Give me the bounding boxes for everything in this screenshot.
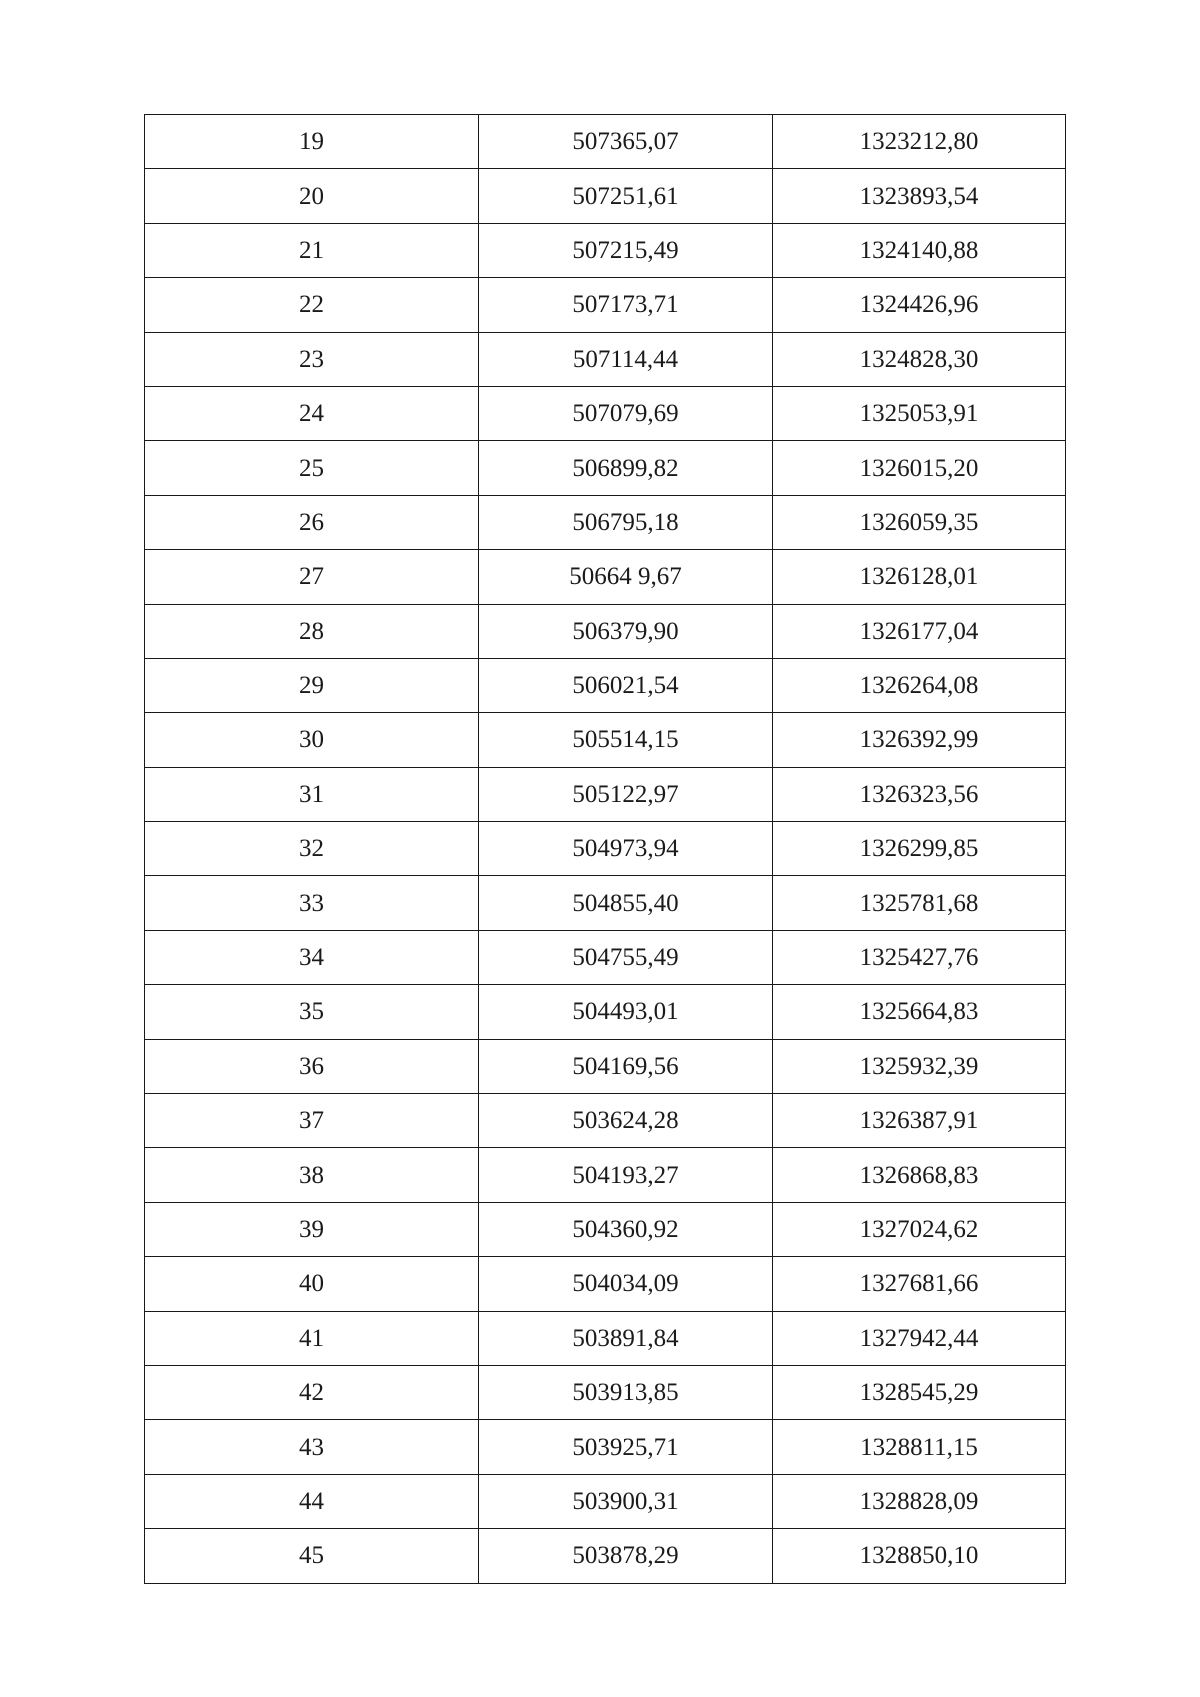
y-coordinate-cell: 1324828,30	[773, 332, 1066, 386]
point-number-cell: 42	[145, 1365, 479, 1419]
point-number-cell: 22	[145, 278, 479, 332]
table-row	[145, 550, 1066, 604]
table-row	[145, 1202, 1066, 1256]
table-row	[145, 1365, 1066, 1419]
x-coordinate-cell: 504855,40	[479, 876, 773, 930]
point-number-cell: 40	[145, 1257, 479, 1311]
table-row	[145, 1094, 1066, 1148]
y-coordinate-cell: 1327024,62	[773, 1202, 1066, 1256]
table-row	[145, 495, 1066, 549]
table-row	[145, 604, 1066, 658]
table-row	[145, 767, 1066, 821]
table-row	[145, 1039, 1066, 1093]
point-number-cell: 31	[145, 767, 479, 821]
point-number-cell: 21	[145, 223, 479, 277]
y-coordinate-cell: 1326387,91	[773, 1094, 1066, 1148]
y-coordinate-cell: 1326264,08	[773, 658, 1066, 712]
x-coordinate-cell: 504973,94	[479, 822, 773, 876]
point-number-cell: 38	[145, 1148, 479, 1202]
table-row	[145, 822, 1066, 876]
x-coordinate-cell: 503900,31	[479, 1474, 773, 1528]
y-coordinate-cell: 1325427,76	[773, 930, 1066, 984]
coordinates-table	[144, 114, 1066, 1584]
x-coordinate-cell: 503891,84	[479, 1311, 773, 1365]
x-coordinate-cell: 507215,49	[479, 223, 773, 277]
y-coordinate-cell: 1325932,39	[773, 1039, 1066, 1093]
x-coordinate-cell: 503624,28	[479, 1094, 773, 1148]
x-coordinate-cell: 506379,90	[479, 604, 773, 658]
table-row	[145, 1529, 1066, 1583]
point-number-cell: 45	[145, 1529, 479, 1583]
y-coordinate-cell: 1326392,99	[773, 713, 1066, 767]
table-row	[145, 1148, 1066, 1202]
table-row	[145, 876, 1066, 930]
table-row	[145, 1257, 1066, 1311]
table-row	[145, 1311, 1066, 1365]
point-number-cell: 27	[145, 550, 479, 604]
point-number-cell: 44	[145, 1474, 479, 1528]
x-coordinate-cell: 503925,71	[479, 1420, 773, 1474]
point-number-cell: 23	[145, 332, 479, 386]
point-number-cell: 33	[145, 876, 479, 930]
x-coordinate-cell: 506899,82	[479, 441, 773, 495]
y-coordinate-cell: 1325053,91	[773, 386, 1066, 440]
x-coordinate-cell: 503878,29	[479, 1529, 773, 1583]
y-coordinate-cell: 1326868,83	[773, 1148, 1066, 1202]
table-row	[145, 1474, 1066, 1528]
y-coordinate-cell: 1325781,68	[773, 876, 1066, 930]
point-number-cell: 35	[145, 985, 479, 1039]
point-number-cell: 32	[145, 822, 479, 876]
x-coordinate-cell: 507251,61	[479, 169, 773, 223]
x-coordinate-cell: 504360,92	[479, 1202, 773, 1256]
x-coordinate-cell: 50664 9,67	[479, 550, 773, 604]
point-number-cell: 36	[145, 1039, 479, 1093]
y-coordinate-cell: 1326128,01	[773, 550, 1066, 604]
point-number-cell: 39	[145, 1202, 479, 1256]
x-coordinate-cell: 507365,07	[479, 115, 773, 169]
x-coordinate-cell: 505122,97	[479, 767, 773, 821]
x-coordinate-cell: 507114,44	[479, 332, 773, 386]
table-row	[145, 1420, 1066, 1474]
table-row	[145, 169, 1066, 223]
y-coordinate-cell: 1326299,85	[773, 822, 1066, 876]
x-coordinate-cell: 504034,09	[479, 1257, 773, 1311]
y-coordinate-cell: 1327681,66	[773, 1257, 1066, 1311]
y-coordinate-cell: 1325664,83	[773, 985, 1066, 1039]
y-coordinate-cell: 1326323,56	[773, 767, 1066, 821]
y-coordinate-cell: 1328545,29	[773, 1365, 1066, 1419]
point-number-cell: 37	[145, 1094, 479, 1148]
y-coordinate-cell: 1324140,88	[773, 223, 1066, 277]
x-coordinate-cell: 507173,71	[479, 278, 773, 332]
x-coordinate-cell: 504493,01	[479, 985, 773, 1039]
table-row	[145, 115, 1066, 169]
y-coordinate-cell: 1326059,35	[773, 495, 1066, 549]
point-number-cell: 25	[145, 441, 479, 495]
point-number-cell: 41	[145, 1311, 479, 1365]
x-coordinate-cell: 504755,49	[479, 930, 773, 984]
x-coordinate-cell: 506795,18	[479, 495, 773, 549]
table-row	[145, 278, 1066, 332]
point-number-cell: 34	[145, 930, 479, 984]
table-row	[145, 713, 1066, 767]
point-number-cell: 30	[145, 713, 479, 767]
point-number-cell: 24	[145, 386, 479, 440]
y-coordinate-cell: 1323212,80	[773, 115, 1066, 169]
point-number-cell: 28	[145, 604, 479, 658]
table-row	[145, 386, 1066, 440]
y-coordinate-cell: 1328850,10	[773, 1529, 1066, 1583]
x-coordinate-cell: 506021,54	[479, 658, 773, 712]
y-coordinate-cell: 1323893,54	[773, 169, 1066, 223]
y-coordinate-cell: 1324426,96	[773, 278, 1066, 332]
point-number-cell: 20	[145, 169, 479, 223]
coordinates-table-body	[145, 115, 1066, 1584]
x-coordinate-cell: 507079,69	[479, 386, 773, 440]
table-row	[145, 985, 1066, 1039]
table-row	[145, 223, 1066, 277]
x-coordinate-cell: 504193,27	[479, 1148, 773, 1202]
y-coordinate-cell: 1327942,44	[773, 1311, 1066, 1365]
table-row	[145, 658, 1066, 712]
y-coordinate-cell: 1328811,15	[773, 1420, 1066, 1474]
point-number-cell: 43	[145, 1420, 479, 1474]
y-coordinate-cell: 1326177,04	[773, 604, 1066, 658]
table-row	[145, 930, 1066, 984]
table-row	[145, 332, 1066, 386]
point-number-cell: 19	[145, 115, 479, 169]
x-coordinate-cell: 503913,85	[479, 1365, 773, 1419]
y-coordinate-cell: 1328828,09	[773, 1474, 1066, 1528]
point-number-cell: 26	[145, 495, 479, 549]
y-coordinate-cell: 1326015,20	[773, 441, 1066, 495]
x-coordinate-cell: 505514,15	[479, 713, 773, 767]
table-row	[145, 441, 1066, 495]
x-coordinate-cell: 504169,56	[479, 1039, 773, 1093]
point-number-cell: 29	[145, 658, 479, 712]
